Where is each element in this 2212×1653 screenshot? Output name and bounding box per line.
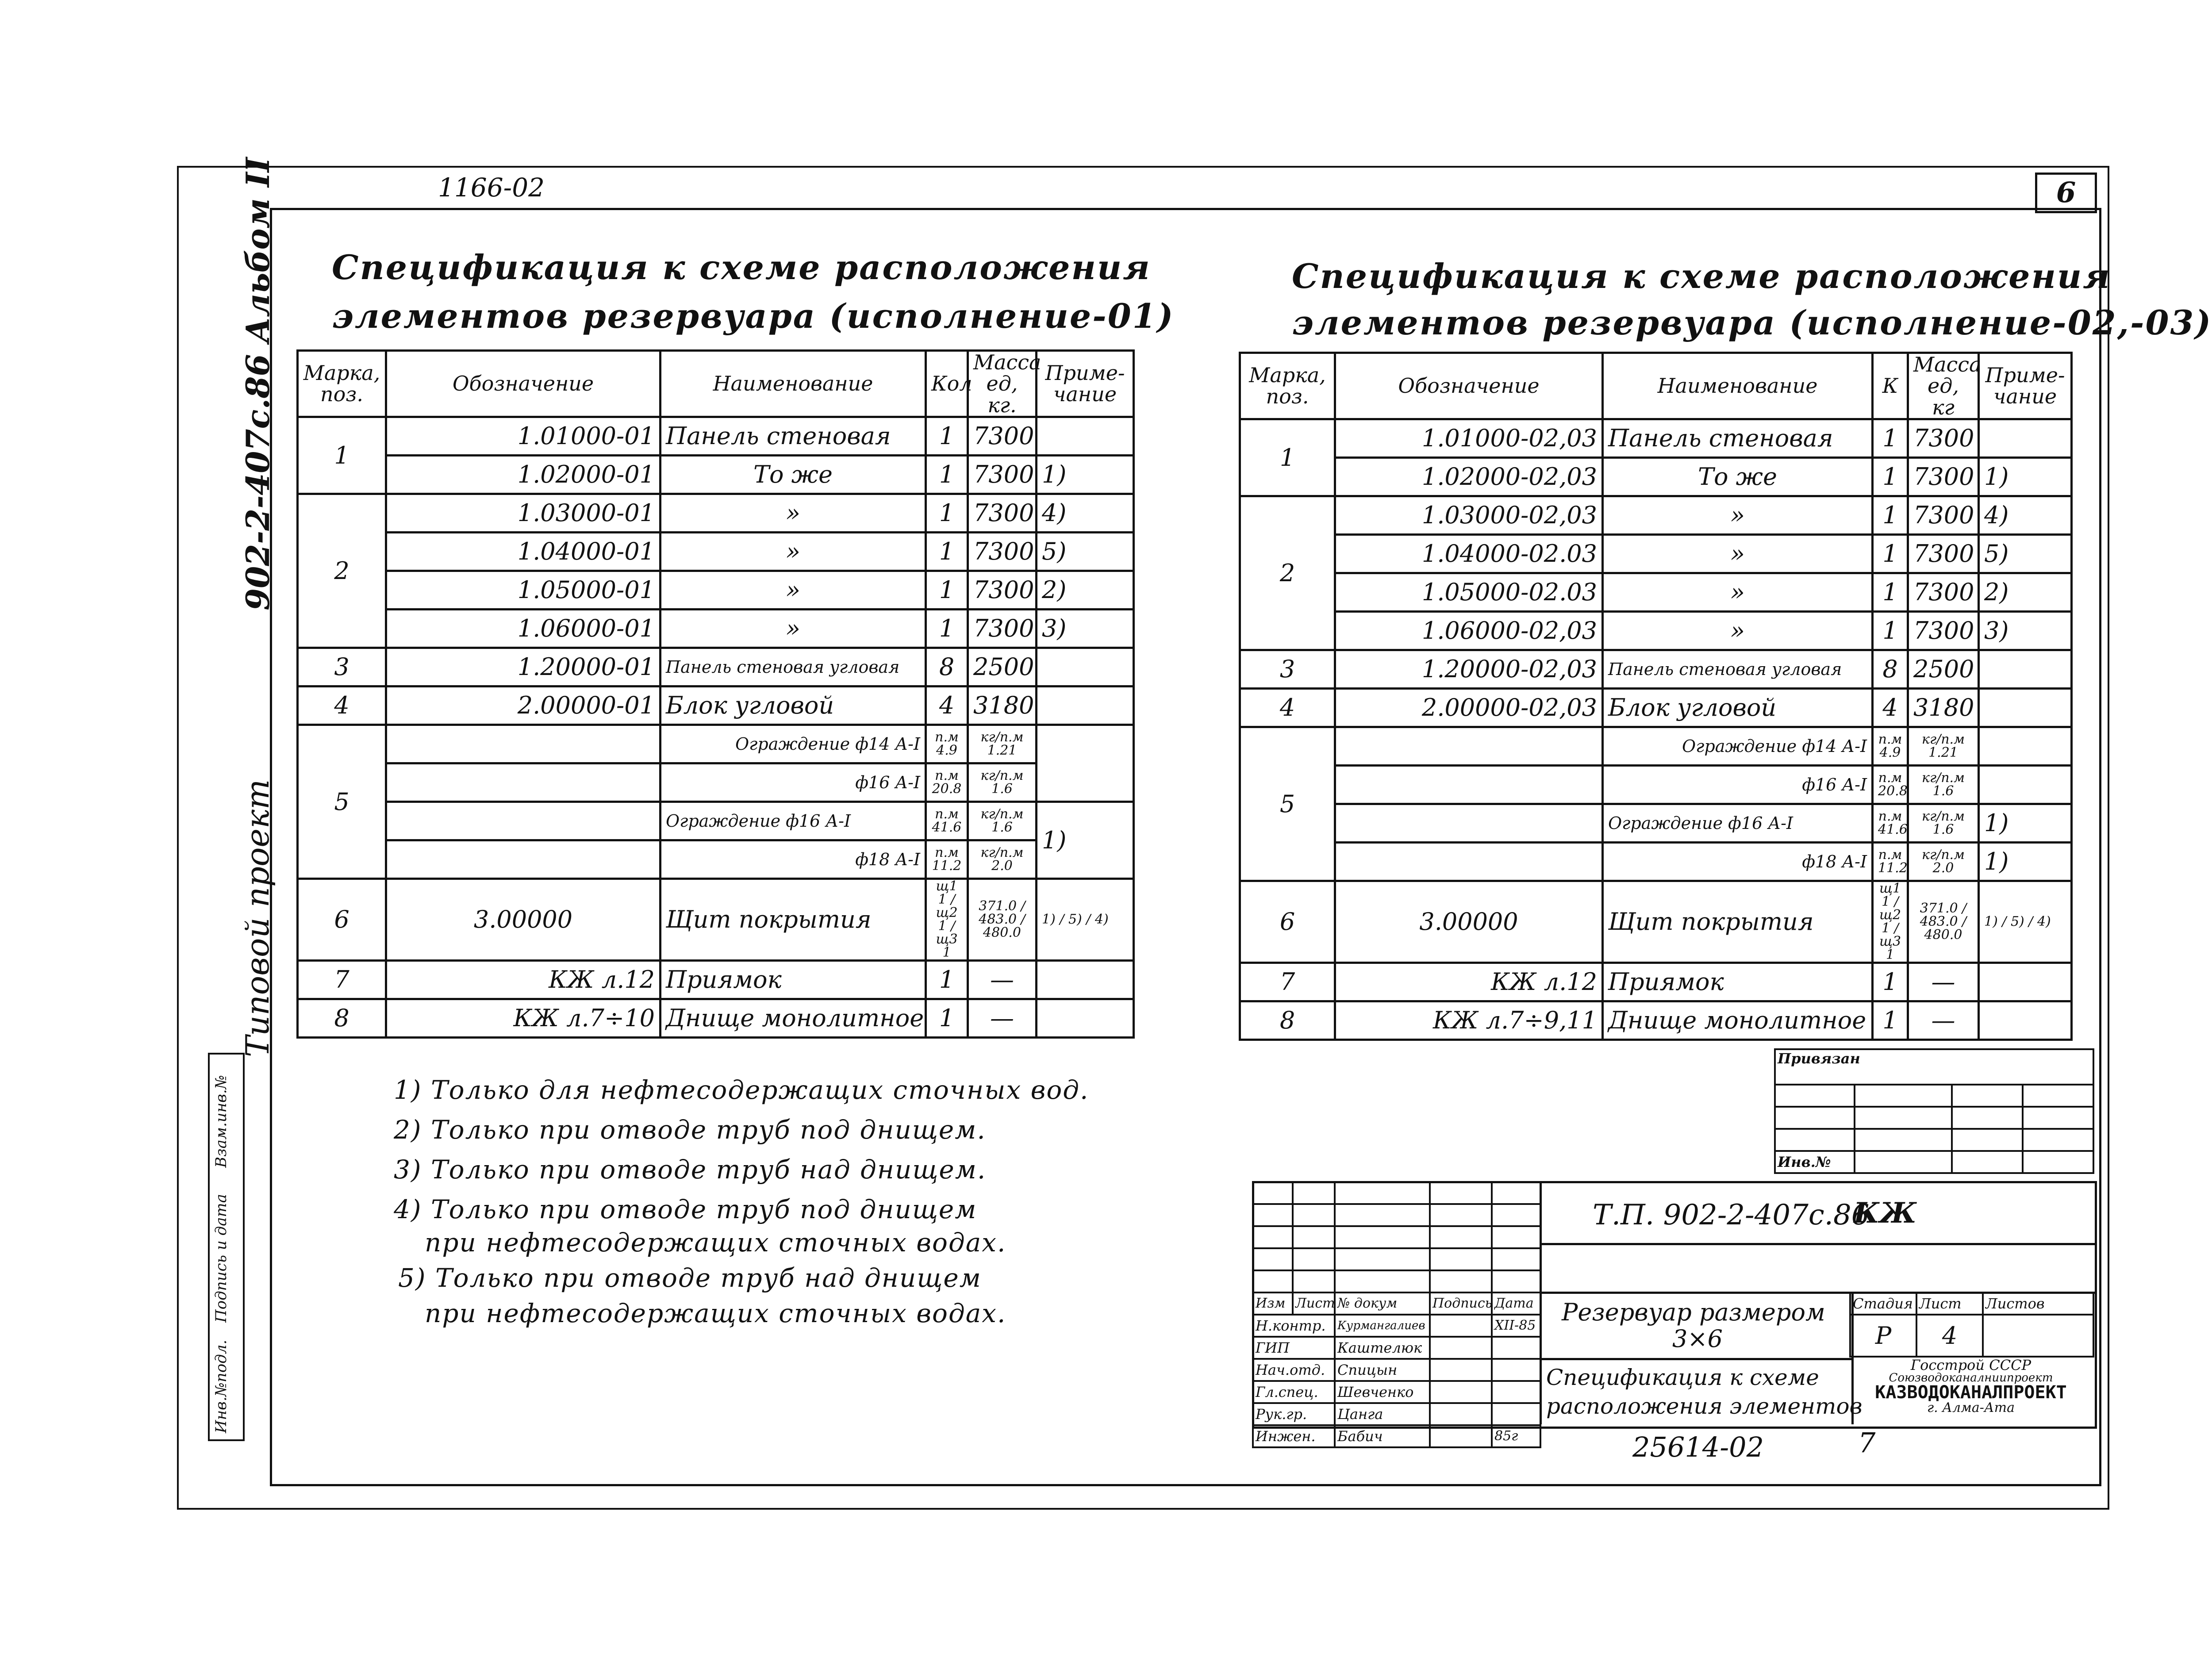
col-header-mark: Марка, поз. xyxy=(298,351,386,417)
note-4: 4) Только при отводе труб под днищем xyxy=(394,1194,977,1224)
cell-note xyxy=(1037,417,1134,455)
cell-mark: 7 xyxy=(298,960,386,999)
table-row xyxy=(1240,496,2072,534)
table-row xyxy=(298,494,1134,532)
stamp-role: Инжен. xyxy=(1253,1425,1335,1447)
cell-designation: 1.04000-02.03 xyxy=(1335,534,1603,573)
cell-mark: 4 xyxy=(1240,688,1335,727)
cell-mass: — xyxy=(968,999,1037,1037)
col-header-qty: К xyxy=(1873,353,1908,419)
stamp-sheets-label: Листов xyxy=(1983,1292,2093,1315)
cell-name: То же xyxy=(661,455,926,494)
table-row xyxy=(1240,650,2072,688)
cell-name: » xyxy=(1603,496,1873,534)
col-header-designation: Обозначение xyxy=(1335,353,1603,419)
cell-note xyxy=(1979,765,2072,804)
cell-name: » xyxy=(661,494,926,532)
stamp-person: Курмангалиев xyxy=(1335,1315,1430,1337)
cell-mark: 8 xyxy=(298,999,386,1037)
left-spec-table xyxy=(296,349,1135,1039)
cell-designation: 2.00000-02,03 xyxy=(1335,688,1603,727)
cell-name: Панель стеновая угловая xyxy=(661,648,926,686)
cell-qty: 1 xyxy=(1873,534,1908,573)
stamp-mark: КЖ xyxy=(1854,1197,1917,1230)
table-row xyxy=(298,417,1134,455)
cell-qty: 1 xyxy=(1873,419,1908,457)
cell-mass: 3180 xyxy=(1908,688,1979,727)
cell-mass: 371.0 / 483.0 / 480.0 xyxy=(968,878,1037,960)
cell-name: ф16 А-I xyxy=(661,763,926,802)
cell-note xyxy=(1037,960,1134,999)
cell-designation: 1.04000-01 xyxy=(386,532,661,571)
cell-designation xyxy=(386,802,661,840)
cell-qty: п.м 11.2 xyxy=(926,840,968,878)
table-row xyxy=(1240,419,2072,457)
cell-mark: 5 xyxy=(1240,727,1335,881)
col-header-mass: Масса ед, кг xyxy=(1908,353,1979,419)
note-5: 5) Только при отводе труб над днищем xyxy=(398,1263,982,1293)
cell-qty: п.м 20.8 xyxy=(926,763,968,802)
cell-designation: 1.01000-01 xyxy=(386,417,661,455)
cell-mass: кг/п.м 1.6 xyxy=(1908,804,1979,842)
bottom-number: 7 xyxy=(1858,1427,1876,1459)
cell-qty: 1 xyxy=(1873,573,1908,611)
stamp-person: Цанга xyxy=(1335,1403,1430,1425)
cell-note: 1) / 5) / 4) xyxy=(1037,878,1134,960)
cell-mass: 2500 xyxy=(1908,650,1979,688)
cell-note: 4) xyxy=(1037,494,1134,532)
stamp-signatures xyxy=(1252,1181,1541,1448)
cell-designation: 1.03000-02,03 xyxy=(1335,496,1603,534)
cell-designation xyxy=(386,725,661,763)
table-row xyxy=(1240,1001,2072,1039)
cell-name: Панель стеновая угловая xyxy=(1603,650,1873,688)
stamp-stage-label: Стадия xyxy=(1850,1292,1916,1315)
cell-mass: 3180 xyxy=(968,686,1037,725)
table-row xyxy=(1240,881,2072,963)
cell-mass: кг/п.м 2.0 xyxy=(968,840,1037,878)
cell-mark: 1 xyxy=(1240,419,1335,496)
cell-note xyxy=(1979,650,2072,688)
cell-note xyxy=(1037,686,1134,725)
cell-note: 1) xyxy=(1979,457,2072,496)
cell-note xyxy=(1979,688,2072,727)
cell-qty: п.м 4.9 xyxy=(926,725,968,763)
table-row xyxy=(1240,727,2072,765)
cell-designation: КЖ л.7÷10 xyxy=(386,999,661,1037)
right-spec-title-1: Спецификация к схеме расположения xyxy=(1292,257,2111,296)
stamp-sheet-title-1: Спецификация к схеме xyxy=(1546,1365,1819,1390)
cell-designation: 2.00000-01 xyxy=(386,686,661,725)
cell-note xyxy=(1037,648,1134,686)
table-row xyxy=(1240,534,2072,573)
cell-mass: 7300 xyxy=(968,417,1037,455)
col-header-name: Наименование xyxy=(1603,353,1873,419)
cell-qty: 1 xyxy=(926,494,968,532)
table-row xyxy=(1240,842,2072,881)
stamp-head-doc: № докум xyxy=(1335,1292,1430,1315)
table-row xyxy=(1240,457,2072,496)
cell-mark: 1 xyxy=(298,417,386,494)
cell-name: » xyxy=(661,532,926,571)
cell-mark: 5 xyxy=(298,725,386,878)
cell-name: » xyxy=(661,571,926,609)
table-row xyxy=(1240,804,2072,842)
cell-mass: 7300 xyxy=(968,571,1037,609)
cell-name: Ограждение ф16 А-I xyxy=(1603,804,1873,842)
cell-name: То же xyxy=(1603,457,1873,496)
stamp-role: Нач.отд. xyxy=(1253,1359,1335,1381)
cell-note: 1) xyxy=(1979,804,2072,842)
cell-qty: 8 xyxy=(1873,650,1908,688)
cell-name: Панель стеновая xyxy=(661,417,926,455)
table-row xyxy=(1240,573,2072,611)
cell-designation: 1.05000-01 xyxy=(386,571,661,609)
cell-qty: щ1 1 / щ2 1 / щ3 1 xyxy=(1873,881,1908,963)
cell-note: 5) xyxy=(1037,532,1134,571)
cell-qty: 4 xyxy=(1873,688,1908,727)
stamp-person: Каштелюк xyxy=(1335,1337,1430,1359)
col-header-name: Наименование xyxy=(661,351,926,417)
cell-note: 5) xyxy=(1979,534,2072,573)
cell-mass: кг/п.м 2.0 xyxy=(1908,842,1979,881)
cell-name: » xyxy=(1603,611,1873,650)
side-project-title: 902-2-407с.86 Альбом II xyxy=(239,157,276,610)
cell-mass: 7300 xyxy=(968,455,1037,494)
cell-name: Днище монолитное xyxy=(1603,1001,1873,1039)
stamp-stage: Р xyxy=(1850,1315,1916,1357)
cell-qty: 1 xyxy=(1873,963,1908,1001)
privyazan-label: Привязан xyxy=(1775,1049,2093,1085)
cell-mark: 8 xyxy=(1240,1001,1335,1039)
cell-name: Днище монолитное xyxy=(661,999,926,1037)
table-row xyxy=(298,840,1134,878)
table-row xyxy=(298,802,1134,840)
table-row xyxy=(1240,765,2072,804)
stamp-person: Бабич xyxy=(1335,1425,1430,1447)
stamp-head-sign: Подпись xyxy=(1430,1292,1492,1315)
cell-name: Щит покрытия xyxy=(661,878,926,960)
cell-name: ф18 А-I xyxy=(1603,842,1873,881)
table-row xyxy=(298,686,1134,725)
cell-note: 2) xyxy=(1037,571,1134,609)
cell-designation: 1.06000-01 xyxy=(386,609,661,648)
cell-qty: 1 xyxy=(926,417,968,455)
cell-name: » xyxy=(1603,573,1873,611)
table-row xyxy=(298,571,1134,609)
stamp-blank-row xyxy=(1540,1243,2095,1294)
stamp-head-date: Дата xyxy=(1492,1292,1540,1315)
cell-name: ф16 А-I xyxy=(1603,765,1873,804)
cell-qty: 8 xyxy=(926,648,968,686)
note-2: 2) Только при отводе труб под днищем. xyxy=(394,1115,986,1145)
cell-mass: — xyxy=(1908,1001,1979,1039)
cell-mass: 7300 xyxy=(1908,457,1979,496)
stamp-org-line4: г. Алма-Ата xyxy=(1927,1400,2015,1415)
side-project-type: Типовой проект xyxy=(239,779,276,1057)
bottom-code: 25614-02 xyxy=(1632,1431,1764,1463)
cell-qty: 1 xyxy=(926,532,968,571)
stamp-date: XII-85 xyxy=(1492,1315,1540,1337)
sheet-code: 1166-02 xyxy=(438,173,545,203)
note-4-cont: при нефтесодержащих сточных водах. xyxy=(425,1227,1006,1258)
cell-designation xyxy=(386,763,661,802)
cell-name: Панель стеновая xyxy=(1603,419,1873,457)
cell-mark: 6 xyxy=(1240,881,1335,963)
stamp-head-izm: Изм xyxy=(1253,1292,1293,1315)
stamp-stage-table xyxy=(1849,1292,2094,1358)
cell-mark: 3 xyxy=(1240,650,1335,688)
cell-mass: 7300 xyxy=(968,609,1037,648)
cell-qty: 4 xyxy=(926,686,968,725)
cell-qty: п.м 41.6 xyxy=(926,802,968,840)
cell-note xyxy=(1979,727,2072,765)
cell-mark: 6 xyxy=(298,878,386,960)
cell-name: Блок угловой xyxy=(1603,688,1873,727)
cell-mass: 7300 xyxy=(968,532,1037,571)
table-row xyxy=(298,455,1134,494)
table-row xyxy=(298,609,1134,648)
cell-name: Приямок xyxy=(661,960,926,999)
table-row xyxy=(298,960,1134,999)
cell-qty: 1 xyxy=(1873,496,1908,534)
cell-designation xyxy=(1335,842,1603,881)
cell-qty: 1 xyxy=(926,571,968,609)
inv-no-label: Инв.№ xyxy=(1775,1151,1855,1173)
cell-designation: 1.20000-02,03 xyxy=(1335,650,1603,688)
cell-qty: п.м 11.2 xyxy=(1873,842,1908,881)
table-row xyxy=(298,763,1134,802)
cell-designation: 1.05000-02.03 xyxy=(1335,573,1603,611)
cell-designation: 1.03000-01 xyxy=(386,494,661,532)
left-spec-title-2: элементов резервуара (исполнение-01) xyxy=(332,296,1175,336)
table-row xyxy=(298,648,1134,686)
cell-mass: 7300 xyxy=(1908,611,1979,650)
stamp-head-list: Лист xyxy=(1293,1292,1335,1315)
cell-mass: 7300 xyxy=(1908,534,1979,573)
stamp-object-line2: 3×6 xyxy=(1672,1325,1723,1353)
cell-name: Блок угловой xyxy=(661,686,926,725)
stamp-sheet-title-2: расположения элементов xyxy=(1546,1393,1863,1419)
cell-qty: 1 xyxy=(926,999,968,1037)
cell-mark: 7 xyxy=(1240,963,1335,1001)
cell-note xyxy=(1037,999,1134,1037)
stamp-sheet-label: Лист xyxy=(1916,1292,1983,1315)
cell-note: 4) xyxy=(1979,496,2072,534)
cell-designation: 1.20000-01 xyxy=(386,648,661,686)
stamp-date: 85г xyxy=(1492,1425,1540,1447)
cell-designation: КЖ л.12 xyxy=(386,960,661,999)
cell-mass: кг/п.м 1.6 xyxy=(1908,765,1979,804)
stamp-role: Рук.гр. xyxy=(1253,1403,1335,1425)
side-box-vzam: Взам.инв.№ xyxy=(212,1075,230,1168)
table-row xyxy=(298,999,1134,1037)
cell-qty: 1 xyxy=(926,960,968,999)
stamp-org-line3: КАЗВОДОКАНАЛПРОЕКТ xyxy=(1875,1382,2067,1403)
cell-qty: 1 xyxy=(1873,457,1908,496)
stamp-role: Гл.спец. xyxy=(1253,1381,1335,1403)
cell-note: 3) xyxy=(1979,611,2072,650)
cell-qty: 1 xyxy=(926,455,968,494)
cell-designation: КЖ л.12 xyxy=(1335,963,1603,1001)
cell-name: Ограждение ф16 А-I xyxy=(661,802,926,840)
cell-note xyxy=(1979,419,2072,457)
cell-mark: 3 xyxy=(298,648,386,686)
stamp-sheet: 4 xyxy=(1916,1315,1983,1357)
cell-mass: 2500 xyxy=(968,648,1037,686)
cell-mass: кг/п.м 1.21 xyxy=(968,725,1037,763)
stamp-org xyxy=(1851,1358,2090,1424)
cell-name: Приямок xyxy=(1603,963,1873,1001)
note-5-cont: при нефтесодержащих сточных водах. xyxy=(425,1298,1006,1328)
stamp-org-line2: Союзводоканалниипроект xyxy=(1889,1371,2053,1385)
cell-note: 1) xyxy=(1037,455,1134,494)
table-row xyxy=(1240,963,2072,1001)
cell-designation xyxy=(1335,765,1603,804)
stamp-person: Спицын xyxy=(1335,1359,1430,1381)
cell-mass: — xyxy=(1908,963,1979,1001)
table-row xyxy=(298,532,1134,571)
cell-designation xyxy=(1335,804,1603,842)
cell-mass: 7300 xyxy=(968,494,1037,532)
cell-qty: п.м 4.9 xyxy=(1873,727,1908,765)
cell-note: 3) xyxy=(1037,609,1134,648)
col-header-mass: Масса ед, кг. xyxy=(968,351,1037,417)
cell-note xyxy=(1979,963,2072,1001)
cell-name: Щит покрытия xyxy=(1603,881,1873,963)
cell-mass: кг/п.м 1.6 xyxy=(968,763,1037,802)
col-header-note: Приме-чание xyxy=(1979,353,2072,419)
col-header-qty: Кол xyxy=(926,351,968,417)
privyazan-block xyxy=(1774,1048,2094,1174)
left-spec-title-1: Спецификация к схеме расположения xyxy=(332,248,1151,287)
right-spec-table xyxy=(1239,352,2073,1041)
cell-mass: 371.0 / 483.0 / 480.0 xyxy=(1908,881,1979,963)
cell-name: » xyxy=(661,609,926,648)
cell-mass: 7300 xyxy=(1908,573,1979,611)
table-row xyxy=(1240,688,2072,727)
cell-note: 1) xyxy=(1979,842,2072,881)
cell-designation xyxy=(1335,727,1603,765)
cell-name: » xyxy=(1603,534,1873,573)
side-box-podpis: Подпись и дата xyxy=(212,1194,230,1323)
col-header-note: Приме-чание xyxy=(1037,351,1134,417)
cell-qty: 1 xyxy=(1873,611,1908,650)
cell-qty: щ1 1 / щ2 1 / щ3 1 xyxy=(926,878,968,960)
cell-designation: 1.02000-02,03 xyxy=(1335,457,1603,496)
cell-mark: 2 xyxy=(298,494,386,648)
cell-designation: 3.00000 xyxy=(386,878,661,960)
right-spec-title-2: элементов резервуара (исполнение-02,-03) xyxy=(1292,303,2212,342)
cell-qty: п.м 20.8 xyxy=(1873,765,1908,804)
note-3: 3) Только при отводе труб над днищем. xyxy=(394,1154,987,1185)
cell-mass: 7300 xyxy=(1908,496,1979,534)
cell-designation: КЖ л.7÷9,11 xyxy=(1335,1001,1603,1039)
cell-designation xyxy=(386,840,661,878)
stamp-sheets-value xyxy=(1983,1315,2093,1357)
cell-designation: 1.02000-01 xyxy=(386,455,661,494)
cell-mass: кг/п.м 1.6 xyxy=(968,802,1037,840)
stamp-person: Шевченко xyxy=(1335,1381,1430,1403)
sheet-number-box: 6 xyxy=(2035,173,2097,213)
cell-note: 1) xyxy=(1037,802,1134,878)
table-row xyxy=(298,725,1134,763)
cell-mark: 2 xyxy=(1240,496,1335,650)
cell-note: 2) xyxy=(1979,573,2072,611)
cell-qty: п.м 41.6 xyxy=(1873,804,1908,842)
cell-qty: 1 xyxy=(1873,1001,1908,1039)
side-box-inv: Инв.№подл. xyxy=(212,1339,230,1433)
stamp-role: Н.контр. xyxy=(1253,1315,1335,1337)
cell-mass: кг/п.м 1.21 xyxy=(1908,727,1979,765)
cell-mass: — xyxy=(968,960,1037,999)
cell-name: Ограждение ф14 А-I xyxy=(661,725,926,763)
col-header-mark: Марка, поз. xyxy=(1240,353,1335,419)
col-header-designation: Обозначение xyxy=(386,351,661,417)
stamp-org-line1: Госстрой СССР xyxy=(1910,1357,2032,1373)
stamp-object-line1: Резервуар размером xyxy=(1562,1298,1825,1326)
cell-designation: 1.06000-02,03 xyxy=(1335,611,1603,650)
cell-mass: 7300 xyxy=(1908,419,1979,457)
cell-name: Ограждение ф14 А-I xyxy=(1603,727,1873,765)
note-1: 1) Только для нефтесодержащих сточных вод. xyxy=(394,1075,1089,1105)
cell-designation: 1.01000-02,03 xyxy=(1335,419,1603,457)
cell-qty: 1 xyxy=(926,609,968,648)
cell-note: 1) / 5) / 4) xyxy=(1979,881,2072,963)
cell-note xyxy=(1979,1001,2072,1039)
cell-designation: 3.00000 xyxy=(1335,881,1603,963)
stamp-doc-code: Т.П. 902-2-407с.86 xyxy=(1593,1199,1870,1231)
cell-name: ф18 А-I xyxy=(661,840,926,878)
table-row xyxy=(298,878,1134,960)
table-row xyxy=(1240,611,2072,650)
stamp-role: ГИП xyxy=(1253,1337,1335,1359)
cell-note xyxy=(1037,725,1134,802)
cell-mark: 4 xyxy=(298,686,386,725)
